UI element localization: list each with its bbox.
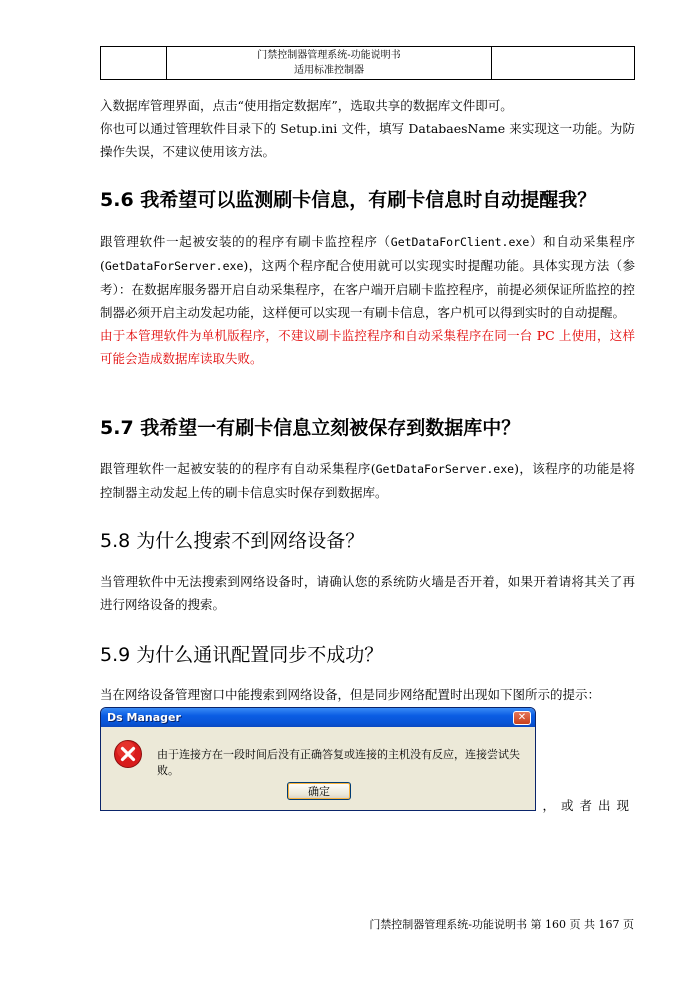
error-icon	[113, 739, 143, 769]
section-5-8-body	[100, 570, 635, 616]
page-footer: 门禁控制器管理系统-功能说明书 第 160 页 共 167 页	[369, 918, 634, 931]
dialog-titlebar[interactable]	[101, 708, 535, 727]
header-left-cell	[101, 47, 167, 79]
section-5-7-title: 5.7 我希望一有刷卡信息立刻被保存到数据库中？	[100, 417, 521, 439]
page-header	[100, 46, 635, 80]
header-title-cell	[167, 47, 492, 79]
text-span: 跟管理软件一起被安装的的程序有自动采集程序(	[100, 461, 376, 476]
intro-paragraph-2: 你也可以通过管理软件目录下的 Setup.ini 文件，填写 DatabaesName 来实现这一功能。为防操作失误，不建议使用该方法。	[100, 121, 635, 159]
section-5-8-title: 5.8 为什么搜索不到网络设备？	[100, 530, 365, 552]
header-title: 门禁控制器管理系统-功能说明书	[257, 50, 401, 61]
header-subtitle: 适用标准控制器	[294, 65, 364, 76]
code-getdataforserver: GetDataForServer.exe	[104, 259, 244, 273]
section-5-9-body	[100, 683, 635, 706]
section-5-9-paragraph: 当在网络设备管理窗口中能搜索到网络设备，但是同步网络配置时出现如下图所示的提示：	[100, 687, 601, 702]
header-right-cell	[492, 47, 634, 79]
text-span: )，这两个程序配合使用就可以实现实时提醒功能。具体实现方法（参考）：在数据库服务器开启自动采集程序，在客户端开启刷卡监控程序，前提必须保证所监控的控制器必须开启主动发起功能，这样便可以实现一有刷卡信息，客户机可以得到实时的自动提醒。	[100, 258, 635, 320]
section-5-9-title: 5.9 为什么通讯配置同步不成功？	[100, 644, 384, 666]
section-5-6-warning: 由于本管理软件为单机版程序，不建议刷卡监控程序和自动采集程序在同一台 PC 上使用，这样可能会造成数据库读取失败。	[100, 328, 635, 366]
code-getdataforserver: GetDataForServer.exe	[375, 462, 515, 476]
text-span: )，该程序的功能是将控制器主动发起上传的刷卡信息实时保存到数据库。	[100, 461, 635, 500]
dialog-message: 由于连接方在一段时间后没有正确答复或连接的主机没有反应，连接尝试失败。	[157, 748, 520, 777]
ok-button[interactable]: 确定	[287, 782, 351, 800]
continuation-text: ，或者出现	[542, 798, 635, 813]
section-5-7-body	[100, 457, 635, 504]
dialog-title: Ds Manager	[107, 711, 181, 724]
error-dialog	[100, 707, 536, 811]
section-5-6-body	[100, 230, 635, 370]
section-5-7-paragraph	[100, 457, 635, 504]
intro-paragraph-1: 入数据库管理界面，点击“使用指定数据库”，选取共享的数据库文件即可。	[100, 98, 513, 113]
intro-text	[100, 94, 635, 163]
section-5-6-paragraph	[100, 230, 635, 324]
code-getdataforclient: GetDataForClient.exe	[390, 235, 530, 249]
section-5-8-paragraph: 当管理软件中无法搜索到网络设备时，请确认您的系统防火墙是否开着，如果开着请将其关了再进行网络设备的搜索。	[100, 574, 635, 612]
close-button[interactable]: ✕	[513, 711, 531, 725]
text-span: 跟管理软件一起被安装的的程序有刷卡监控程序（	[100, 234, 391, 249]
text-span: ）和自动采集程序(	[100, 234, 635, 273]
section-5-6-title: 5.6 我希望可以监测刷卡信息，有刷卡信息时自动提醒我？	[100, 189, 597, 211]
